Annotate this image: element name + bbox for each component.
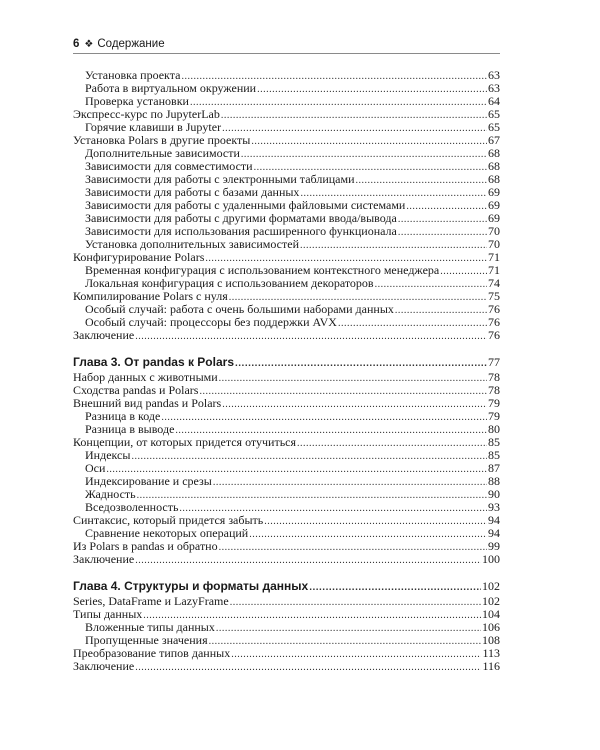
dot-leader <box>356 174 487 187</box>
toc-entry-page: 68 <box>488 146 500 160</box>
toc-entry-page: 71 <box>488 263 500 277</box>
toc-entry-page: 69 <box>488 211 500 225</box>
dot-leader <box>251 135 487 148</box>
dot-leader <box>216 622 481 635</box>
toc-entry-title: Компилирование Polars с нуля <box>73 289 228 303</box>
toc-entry-title: Из Polars в pandas и обратно <box>73 539 218 553</box>
toc-entry-title: Series, DataFrame и LazyFrame <box>73 594 229 608</box>
toc-entry-page: 65 <box>488 120 500 134</box>
dot-leader <box>297 437 487 450</box>
dot-leader <box>221 109 487 122</box>
toc-entry <box>73 540 500 553</box>
dot-leader <box>213 476 487 489</box>
toc-entry-title: Особый случай: процессоры без поддержки AVX <box>85 315 337 329</box>
toc-entry-title: Оси <box>85 461 106 475</box>
toc-entry <box>73 660 500 673</box>
dot-leader <box>190 96 487 109</box>
dot-leader <box>395 304 487 317</box>
dot-leader <box>398 213 487 226</box>
toc-entry-page: 71 <box>488 250 500 264</box>
toc-entry-title: Заключение <box>73 659 135 673</box>
toc-entry-title: Внешний вид pandas и Polars <box>73 396 222 410</box>
toc-entry-title: Сравнение некоторых операций <box>85 526 249 540</box>
dot-leader <box>135 661 481 674</box>
dot-leader <box>231 648 481 661</box>
toc-entry-page: 75 <box>488 289 500 303</box>
dot-leader <box>257 83 487 96</box>
toc-entry-page: 70 <box>488 237 500 251</box>
dot-leader <box>219 541 487 554</box>
toc-entry-title: Установка дополнительных зависимостей <box>85 237 299 251</box>
toc-entry-page: 108 <box>482 633 500 647</box>
toc-entry-title: Преобразование типов данных <box>73 646 231 660</box>
dot-leader <box>309 580 481 596</box>
toc-entry-page: 68 <box>488 172 500 186</box>
toc-entry-page: 77 <box>488 355 500 369</box>
toc-chapter-entry <box>73 578 500 594</box>
toc-entry-title: Зависимости для работы с базами данных <box>85 185 300 199</box>
toc-entry-page: 63 <box>488 68 500 82</box>
toc-entry-title: Дополнительные зависимости <box>85 146 240 160</box>
toc-entry-title: Вседозволенность <box>85 500 179 514</box>
toc-entry-page: 106 <box>482 620 500 634</box>
toc-entry-page: 79 <box>488 396 500 410</box>
toc-entry-page: 78 <box>488 383 500 397</box>
dot-leader <box>406 200 487 213</box>
toc-entry-page: 85 <box>488 448 500 462</box>
toc-entry-title: Зависимости для работы с электронными таблицами <box>85 172 355 186</box>
toc-entry-page: 100 <box>482 552 500 566</box>
toc-entry <box>73 329 500 342</box>
dot-leader <box>264 515 487 528</box>
toc-entry-title: Заключение <box>73 328 135 342</box>
dot-leader <box>161 411 487 424</box>
dot-leader <box>219 372 487 385</box>
ornament-icon: ❖ <box>84 39 94 50</box>
toc-entry <box>73 436 500 449</box>
toc-entry-page: 88 <box>488 474 500 488</box>
toc-entry-page: 113 <box>482 646 500 660</box>
dot-leader <box>199 385 487 398</box>
toc-entry-page: 93 <box>488 500 500 514</box>
toc-entry-page: 99 <box>488 539 500 553</box>
toc-entry <box>73 647 500 660</box>
toc-chapter-entry <box>73 354 500 370</box>
toc-entry-title: Типы данных <box>73 607 143 621</box>
toc-entry-page: 78 <box>488 370 500 384</box>
dot-leader <box>249 528 487 541</box>
header-title: Содержание <box>97 38 165 50</box>
toc-entry-page: 76 <box>488 302 500 316</box>
toc-entry-page: 102 <box>482 579 500 593</box>
dot-leader <box>131 450 487 463</box>
dot-leader <box>222 398 487 411</box>
dot-leader <box>135 554 481 567</box>
toc-entry-title: Горячие клавиши в Jupyter <box>85 120 222 134</box>
toc-entry-title: Проверка установки <box>85 94 189 108</box>
dot-leader <box>338 317 487 330</box>
toc-entry-title: Заключение <box>73 552 135 566</box>
toc-entry-page: 79 <box>488 409 500 423</box>
toc-entry-page: 85 <box>488 435 500 449</box>
dot-leader <box>440 265 487 278</box>
toc-entry-page: 80 <box>488 422 500 436</box>
toc-entry-title: Концепции, от которых придется отучиться <box>73 435 297 449</box>
toc-entry-title: Индексирование и срезы <box>85 474 212 488</box>
toc-entry-title: Пропущенные значения <box>85 633 208 647</box>
toc-entry-title: Жадность <box>85 487 136 501</box>
toc-entry <box>73 449 500 462</box>
toc-entry-title: Особый случай: работа с очень большими наборами данных <box>85 302 394 316</box>
toc-entry-title: Сходства pandas и Polars <box>73 383 199 397</box>
toc-entry-page: 87 <box>488 461 500 475</box>
toc-entry-title: Конфигурирование Polars <box>73 250 205 264</box>
toc-entry-page: 76 <box>488 328 500 342</box>
toc-entry-title: Локальная конфигурация с использованием декораторов <box>85 276 374 290</box>
toc-entry-page: 70 <box>488 224 500 238</box>
toc-entry-title: Разница в коде <box>85 409 161 423</box>
toc-entry-title: Временная конфигурация с использованием контекстного менеджера <box>85 263 440 277</box>
toc-entry-title: Зависимости для совместимости <box>85 159 253 173</box>
toc-entry-page: 67 <box>488 133 500 147</box>
dot-leader <box>230 596 481 609</box>
toc-entry-title: Экспресс-курс по JupyterLab <box>73 107 220 121</box>
dot-leader <box>398 226 487 239</box>
toc-entry-page: 90 <box>488 487 500 501</box>
toc-entry-title: Набор данных с животными <box>73 370 218 384</box>
toc-entry-title: Зависимости для работы с другими форматами ввода/вывода <box>85 211 397 225</box>
toc-entry-page: 64 <box>488 94 500 108</box>
dot-leader <box>135 330 487 343</box>
dot-leader <box>241 148 487 161</box>
toc-entry-page: 76 <box>488 315 500 329</box>
toc-entry-title: Работа в виртуальном окружении <box>85 81 257 95</box>
toc-entry-page: 94 <box>488 513 500 527</box>
toc-entry-page: 116 <box>482 659 500 673</box>
toc-entry-title: Установка проекта <box>85 68 181 82</box>
toc-entry <box>73 316 500 329</box>
table-of-contents <box>73 69 500 673</box>
toc-entry-page: 104 <box>482 607 500 621</box>
toc-entry-page: 94 <box>488 526 500 540</box>
dot-leader <box>222 122 487 135</box>
toc-entry <box>73 475 500 488</box>
dot-leader <box>235 356 487 372</box>
dot-leader <box>300 239 487 252</box>
toc-entry <box>73 553 500 566</box>
running-header <box>73 37 500 54</box>
page-number: 6 <box>73 38 80 50</box>
toc-entry-title: Индексы <box>85 448 131 462</box>
toc-entry-title: Синтаксис, который придется забыть <box>73 513 264 527</box>
toc-entry-title: Зависимости для использования расширенного функционала <box>85 224 397 238</box>
toc-entry-title: Установка Polars в другие проекты <box>73 133 251 147</box>
dot-leader <box>375 278 487 291</box>
toc-entry-title: Зависимости для работы с удаленными файловыми системами <box>85 198 406 212</box>
toc-entry-page: 74 <box>488 276 500 290</box>
toc-entry-title: Глава 4. Структуры и форматы данных <box>73 579 309 593</box>
toc-entry-page: 63 <box>488 81 500 95</box>
toc-entry-title: Вложенные типы данных <box>85 620 215 634</box>
toc-entry-page: 69 <box>488 185 500 199</box>
toc-entry-page: 68 <box>488 159 500 173</box>
toc-entry-page: 102 <box>482 594 500 608</box>
toc-entry-title: Глава 3. От pandas к Polars <box>73 355 234 369</box>
toc-entry-title: Разница в выводе <box>85 422 175 436</box>
dot-leader <box>137 489 487 502</box>
dot-leader <box>209 635 481 648</box>
toc-entry-page: 69 <box>488 198 500 212</box>
toc-entry-page: 65 <box>488 107 500 121</box>
